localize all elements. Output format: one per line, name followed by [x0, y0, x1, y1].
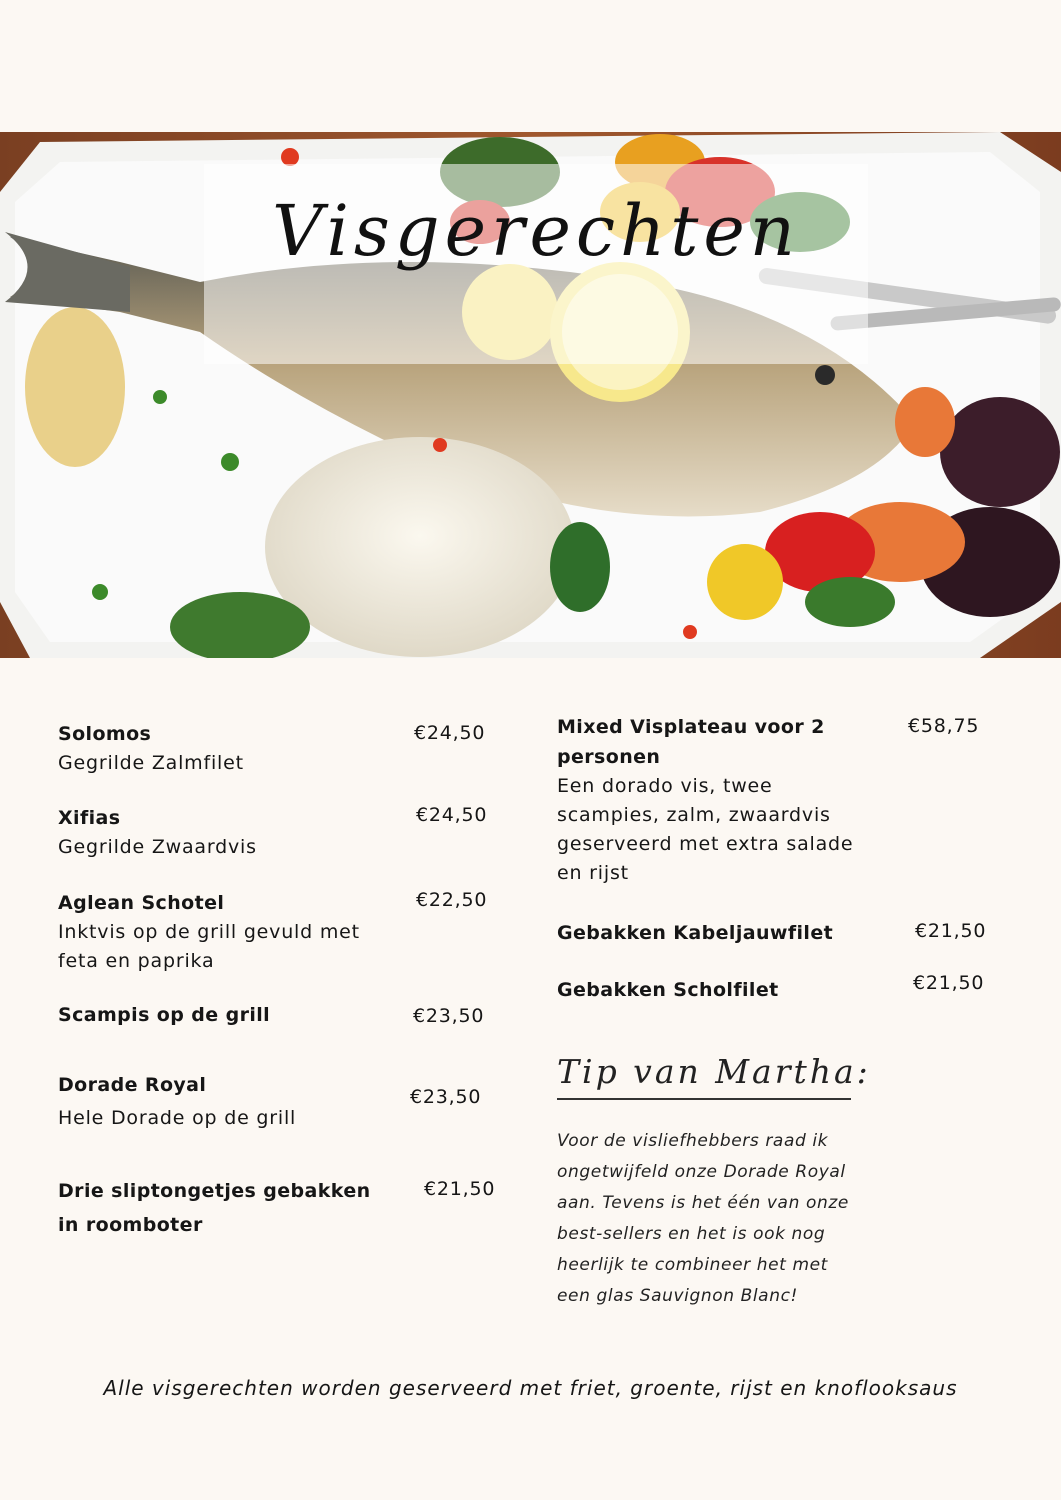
- item-price: €22,50: [416, 889, 488, 911]
- item-price: €21,50: [913, 972, 985, 994]
- menu-item: [58, 1070, 388, 1133]
- item-name: Xifias: [58, 807, 121, 829]
- tip-text: Voor de visliefhebbers raad ik ongetwijfeld onze Dorade Royal aan. Tevens is het één van onze best-sellers en het is ook nog heerlijk te combineer het met een glas Sauvignon Blanc!: [557, 1131, 849, 1306]
- item-description: Hele Dorade op de grill: [58, 1107, 297, 1129]
- item-name: Gebakken Scholfilet: [557, 979, 779, 1001]
- menu-item: [557, 918, 877, 948]
- item-name: Drie sliptongetjes gebakken in roomboter: [58, 1180, 371, 1236]
- item-price: €23,50: [413, 1005, 485, 1027]
- menu-item: [58, 803, 388, 862]
- menu-item: [557, 975, 877, 1005]
- item-name: Aglean Schotel: [58, 892, 225, 914]
- item-price: €23,50: [410, 1086, 482, 1108]
- item-description: Gegrilde Zalmfilet: [58, 752, 244, 774]
- menu-item: [557, 712, 857, 888]
- item-description: Gegrilde Zwaardvis: [58, 836, 257, 858]
- item-price: €24,50: [416, 804, 488, 826]
- item-name: Gebakken Kabeljauwfilet: [557, 922, 834, 944]
- item-name: Mixed Visplateau voor 2 personen: [557, 716, 825, 768]
- item-price: €24,50: [414, 722, 486, 744]
- menu-item: [58, 1000, 388, 1030]
- item-name: Scampis op de grill: [58, 1004, 271, 1026]
- menu-item: [58, 719, 388, 778]
- item-description: Een dorado vis, twee scampies, zalm, zwaardvis geserveerd met extra salade en rijst: [557, 775, 854, 884]
- item-name: Dorade Royal: [58, 1074, 207, 1096]
- item-price: €21,50: [915, 920, 987, 942]
- menu-item: [58, 1174, 378, 1242]
- page-title: Visgerechten: [272, 190, 800, 272]
- item-name: Solomos: [58, 723, 152, 745]
- tip-underline: [557, 1098, 851, 1100]
- item-price: €21,50: [424, 1178, 496, 1200]
- footer-note: Alle visgerechten worden geserveerd met friet, groente, rijst en knoflooksaus: [103, 1376, 958, 1400]
- item-price: €58,75: [908, 715, 980, 737]
- menu-item: [58, 888, 378, 976]
- tip-heading: Tip van Martha:: [557, 1052, 871, 1091]
- item-description: Inktvis op de grill gevuld met feta en paprika: [58, 921, 360, 972]
